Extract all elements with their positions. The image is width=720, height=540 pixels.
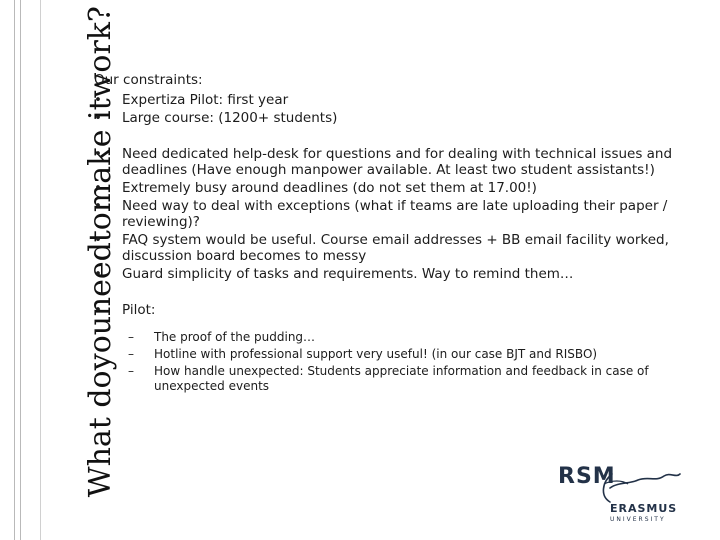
constraints-heading: Our constraints: (94, 72, 203, 88)
decorative-rail-line (20, 0, 21, 540)
need-item: • Need way to deal with exceptions (what if teams are late uploading their paper / reviewing)? (94, 198, 694, 230)
pilot-subitem: – Hotline with professional support very useful! (in our case BJT and RISBO) (122, 347, 694, 362)
pilot-sublist (122, 330, 694, 394)
slide-title-line: t do (83, 370, 118, 430)
constraint-item: • Expertiza Pilot: first year (94, 92, 694, 108)
slide-title-line: to (83, 211, 118, 242)
slide-title-line: need (83, 241, 118, 316)
pilot-subitem: – How handle unexpected: Students appreciate information and feedback in case of unexpected events (122, 364, 694, 394)
slide-title-line: e it (83, 98, 118, 148)
erasmus-logo-text: ERASMUS (610, 502, 678, 515)
need-item: • FAQ system would be useful. Course email addresses + BB email facility worked, discussion board becomes to messy (94, 232, 694, 264)
slide-title-line: Wha (83, 429, 118, 498)
pilot-label: Pilot: (122, 302, 156, 318)
need-item: • Guard simplicity of tasks and requirements. Way to remind them… (94, 266, 694, 282)
slide-title-line: k? (83, 6, 118, 41)
need-item: • Need dedicated help-desk for questions and for dealing with technical issues and deadlines (Have enough manpower available. At least two student assistants!) (94, 146, 694, 178)
rsm-erasmus-logo (552, 462, 692, 526)
slide-body (94, 72, 694, 396)
constraint-item: • Large course: (1200+ students) (94, 110, 694, 126)
slide-title-line: wor (83, 40, 118, 99)
decorative-rail-line (14, 0, 15, 540)
university-logo-text: UNIVERSITY (610, 516, 666, 523)
rsm-logo-text: RSM (558, 464, 616, 489)
slide-title-line: mak (83, 147, 118, 212)
constraints-list (94, 92, 694, 394)
pilot-item (94, 302, 694, 394)
slide-title-line: you (83, 316, 118, 371)
decorative-rail-line (40, 0, 41, 540)
pilot-subitem: – The proof of the pudding… (122, 330, 694, 345)
need-item: • Extremely busy around deadlines (do not set them at 17.00!) (94, 180, 694, 196)
